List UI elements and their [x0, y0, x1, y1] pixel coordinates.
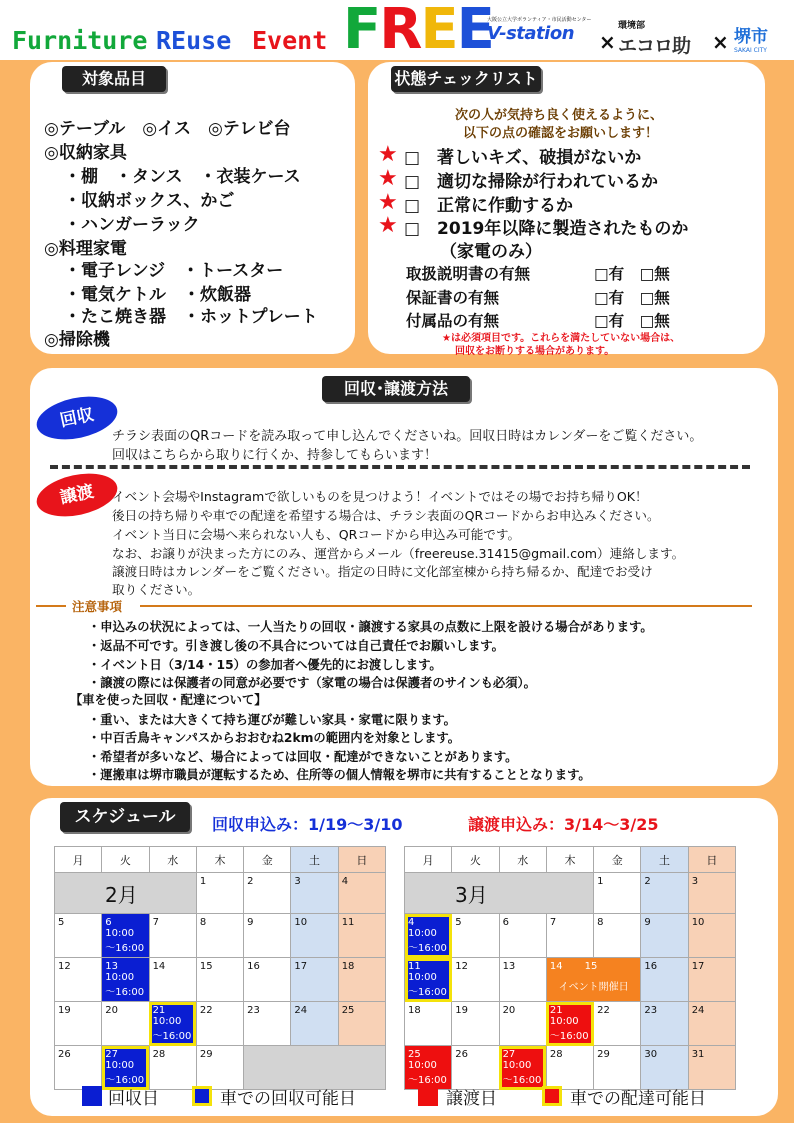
- weekday: 土: [291, 847, 338, 873]
- checklist-row-label: 保証書の有無: [406, 289, 500, 307]
- items-line: ・電気ケトル ・炊飯器: [64, 285, 251, 305]
- transfer-line: イベント当日に会場へ来られない人も、QRコードから申込み可能です。: [112, 527, 521, 542]
- star-icon: ★: [378, 142, 398, 167]
- checklist-row-options: □有 □無: [594, 289, 670, 307]
- weekday: 土: [641, 847, 688, 873]
- time-start: 10:00: [408, 1060, 437, 1071]
- calendar-day: 24: [688, 1002, 735, 1046]
- times-sign: ×: [599, 30, 616, 54]
- weekday: 水: [499, 847, 546, 873]
- calendar-february: [54, 846, 386, 1090]
- calendar-day: 24: [291, 1002, 338, 1046]
- notes-line: ・譲渡の際には保護者の同意が必要です（家電の場合は保護者のサインも必須）。: [88, 676, 536, 690]
- ecorosuke-logo: [618, 18, 710, 58]
- calendar-day: 11: [338, 914, 385, 958]
- calendar-empty: [244, 1046, 386, 1090]
- weekday: 金: [244, 847, 291, 873]
- calendar-day-car-collect: 27 10:00 ～16:00: [102, 1046, 149, 1090]
- event-day-label: イベント開催日: [558, 982, 629, 993]
- free-letter: R: [379, 0, 421, 62]
- checklist-row-label: 取扱説明書の有無: [406, 265, 531, 283]
- title-free: [343, 0, 493, 62]
- time-end: ～16:00: [152, 1031, 192, 1042]
- notes-rule-left: [36, 605, 66, 607]
- time-start: 10:00: [549, 1016, 579, 1027]
- legend-swatch-car-delivery: [542, 1086, 562, 1106]
- collect-period: 回収申込み：1/19～3/10: [212, 815, 403, 834]
- notes-line: ・申込みの状況によっては、一人当たりの回収・譲渡する家具の点数に上限を設ける場合があります。: [88, 620, 653, 634]
- items-line: ・ハンガーラック: [64, 215, 200, 235]
- weekday-row: [55, 847, 386, 873]
- calendar-day: 1: [196, 873, 243, 914]
- notes-line: ・イベント日（3/14・15）の参加者へ優先的にお渡しします。: [88, 658, 442, 672]
- calendar-day: 29: [594, 1046, 641, 1090]
- legend-swatch-car-collect: [192, 1086, 212, 1106]
- calendar-day: 4: [338, 873, 385, 914]
- items-line: ・収納ボックス、かご: [64, 191, 235, 211]
- header: [0, 0, 794, 60]
- legend-label: 譲渡日: [446, 1089, 497, 1109]
- items-title: 対象品目: [62, 66, 166, 92]
- calendar-day: 3: [688, 873, 735, 914]
- weekday: 日: [688, 847, 735, 873]
- star-icon: ★: [378, 190, 398, 215]
- dashed-divider: [50, 465, 750, 469]
- legend-swatch-collect: [82, 1086, 102, 1106]
- time-start: 10:00: [408, 972, 437, 983]
- checklist-title: 状態チェックリスト: [391, 66, 541, 92]
- calendar-day-car-delivery: 27 10:00 ～16:00: [499, 1046, 546, 1090]
- title-word-furniture: Furniture: [12, 26, 148, 55]
- checklist-intro: 以下の点の確認をお願いします！: [463, 126, 659, 141]
- time-start: 10:00: [105, 1060, 135, 1071]
- calendar-march: [404, 846, 736, 1090]
- sakai-city-logo-text: 堺市: [734, 27, 768, 47]
- weekday: 木: [546, 847, 593, 873]
- vstation-logo: [487, 16, 599, 44]
- time-end: ～16:00: [105, 943, 145, 954]
- calendar-day: 9: [244, 914, 291, 958]
- time-end: ～16:00: [549, 1031, 589, 1042]
- items-line: ・電子レンジ ・トースター: [64, 261, 284, 281]
- time-start: 10:00: [105, 972, 135, 983]
- time-start: 10:00: [105, 928, 135, 939]
- checklist-item: □ 適切な掃除が行われているか: [404, 172, 659, 192]
- weekday: 水: [149, 847, 196, 873]
- checklist-note: 回収をお断りする場合があります。: [455, 346, 615, 357]
- calendar-day-car-collect: 4 10:00 ～16:00: [405, 914, 452, 958]
- calendar-day: 12: [55, 958, 102, 1002]
- calendar-day: 10: [291, 914, 338, 958]
- times-sign: ×: [712, 30, 729, 54]
- weekday: 木: [196, 847, 243, 873]
- calendar-day: 17: [291, 958, 338, 1002]
- star-icon: ★: [378, 213, 398, 238]
- calendar-day: 5: [55, 914, 102, 958]
- car-title: 【車を使った回収・配達について】: [70, 693, 267, 707]
- calendar-day: 22: [594, 1002, 641, 1046]
- items-line: ◎テーブル ◎イス ◎テレビ台: [44, 119, 291, 139]
- calendar-day: 26: [452, 1046, 499, 1090]
- calendar-day: 7: [149, 914, 196, 958]
- calendar-day: 14: [149, 958, 196, 1002]
- weekday: 月: [55, 847, 102, 873]
- legend-swatch-transfer: [418, 1086, 438, 1106]
- star-icon: ★: [378, 166, 398, 191]
- calendar-day: 19: [452, 1002, 499, 1046]
- calendar-day: 3: [291, 873, 338, 914]
- calendar-day: 2: [641, 873, 688, 914]
- calendar-day: 6: [499, 914, 546, 958]
- time-end: ～16:00: [502, 1075, 542, 1086]
- checklist-item-note: （家電のみ）: [440, 242, 542, 262]
- calendar-day-transfer: 25 10:00 ～16:00: [405, 1046, 452, 1090]
- calendar-day: 28: [149, 1046, 196, 1090]
- method-title: 回収･譲渡方法: [322, 376, 470, 402]
- collect-line: 回収はこちらから取りに行くか、持参してもらいます！: [112, 448, 438, 463]
- transfer-label: 譲渡: [33, 467, 122, 523]
- calendar-day-car-collect: 21 10:00 ～16:00: [149, 1002, 196, 1046]
- calendar-day: 23: [641, 1002, 688, 1046]
- calendar-day: 23: [244, 1002, 291, 1046]
- transfer-line: 後日の持ち帰りや車での配達を希望する場合は、チラシ表面のQRコードからお申込みください。: [112, 508, 660, 523]
- calendar-day: 16: [244, 958, 291, 1002]
- checklist-note: ★は必須項目です。これらを満たしていない場合は、: [442, 333, 681, 344]
- transfer-line: イベント会場やInstagramで欲しいものを見つけよう！イベントではその場でお持ち帰りOK！: [112, 489, 648, 504]
- calendar-day: 18: [405, 1002, 452, 1046]
- items-line: ・たこ焼き器 ・ホットプレート: [64, 307, 318, 327]
- calendar-day-car-collect: 11 10:00 ～16:00: [405, 958, 452, 1002]
- car-line: ・重い、または大きくて持ち運びが難しい家具・家電に限ります。: [88, 713, 456, 727]
- schedule-title: スケジュール: [60, 802, 190, 832]
- legend-label: 回収日: [108, 1089, 159, 1109]
- checklist-row-label: 付属品の有無: [406, 312, 500, 330]
- checklist-row-options: □有 □無: [594, 265, 670, 283]
- collect-line: チラシ表面のQRコードを読み取って申し込んでくださいね。回収日時はカレンダーをご覧ください。: [112, 429, 703, 444]
- items-line: ・棚 ・タンス ・衣装ケース: [64, 167, 301, 187]
- calendar-day: 8: [196, 914, 243, 958]
- calendar-day: 16: [641, 958, 688, 1002]
- transfer-period: 譲渡申込み：3/14～3/25: [468, 815, 659, 834]
- calendar-day: 19: [55, 1002, 102, 1046]
- calendar-day-collect: 13 10:00 ～16:00: [102, 958, 149, 1002]
- items-line: ◎掃除機: [44, 330, 110, 350]
- time-end: ～16:00: [408, 943, 447, 954]
- time-start: 10:00: [152, 1016, 182, 1027]
- calendar-day: 20: [102, 1002, 149, 1046]
- ecorosuke-logo-subtitle: 環境部: [618, 21, 646, 31]
- legend-label: 車での回収可能日: [220, 1089, 356, 1109]
- checklist-item: □ 著しいキズ、破損がないか: [404, 148, 642, 168]
- checklist-intro: 次の人が気持ち良く使えるように、: [455, 108, 664, 123]
- calendar-day: 8: [594, 914, 641, 958]
- weekday: 火: [452, 847, 499, 873]
- notes-line: ・返品不可です。引き渡し後の不具合については自己責任でお願いします。: [88, 639, 504, 653]
- vstation-logo-subtitle: 大阪公立大学ボランティア・市民活動センター: [487, 17, 592, 23]
- weekday: 月: [405, 847, 452, 873]
- collect-label: 回収: [33, 390, 122, 446]
- calendar-day: 1: [594, 873, 641, 914]
- calendar-day: 15: [196, 958, 243, 1002]
- calendar-day: 18: [338, 958, 385, 1002]
- weekday-row: [405, 847, 736, 873]
- vstation-logo-text: V-station: [487, 23, 575, 44]
- checklist-item: □ 2019年以降に製造されたものか: [404, 219, 689, 239]
- checklist-item: □ 正常に作動するか: [404, 196, 574, 216]
- ecorosuke-logo-text: エコロ助: [618, 35, 691, 57]
- event-day-cell: 14 15 イベント開催日: [546, 958, 641, 1002]
- calendar-day: 17: [688, 958, 735, 1002]
- calendar-day: 22: [196, 1002, 243, 1046]
- calendar-day: 28: [546, 1046, 593, 1090]
- time-end: ～16:00: [408, 1075, 447, 1086]
- free-letter: E: [420, 0, 457, 62]
- calendar-day: 20: [499, 1002, 546, 1046]
- transfer-line: 譲渡日時はカレンダーをご覧ください。指定の日時に文化部室棟から持ち帰るか、配達でお受け: [112, 564, 653, 579]
- free-letter: F: [343, 0, 380, 62]
- time-end: ～16:00: [105, 1075, 145, 1086]
- calendar-day-car-delivery: 21 10:00 ～16:00: [546, 1002, 593, 1046]
- notes-title: 注意事項: [72, 599, 123, 614]
- month-label: 2月: [55, 873, 197, 914]
- legend-label: 車での配達可能日: [570, 1089, 706, 1109]
- car-line: ・中百舌鳥キャンパスからおおむね2kmの範囲内を対象とします。: [88, 731, 461, 745]
- calendar-day: 5: [452, 914, 499, 958]
- free-letter: E: [456, 0, 493, 62]
- items-line: ◎料理家電: [44, 239, 127, 259]
- checklist-row-options: □有 □無: [594, 312, 670, 330]
- transfer-line: なお、お譲りが決まった方にのみ、運営からメール（freereuse.31415@gmail.com）連絡します。: [112, 546, 685, 561]
- calendar-day: 26: [55, 1046, 102, 1090]
- notes-rule-right: [140, 605, 752, 607]
- calendar-day: 10: [688, 914, 735, 958]
- time-start: 10:00: [502, 1060, 532, 1071]
- transfer-line: 取りください。: [112, 582, 201, 597]
- calendar-day: 29: [196, 1046, 243, 1090]
- time-start: 10:00: [408, 928, 437, 939]
- title-word-reuse: REuse: [156, 26, 232, 55]
- calendar-day: 31: [688, 1046, 735, 1090]
- time-end: ～16:00: [105, 987, 145, 998]
- calendar-day: 25: [338, 1002, 385, 1046]
- car-line: ・希望者が多いなど、場合によっては回収・配達ができないことがあります。: [88, 750, 518, 764]
- calendar-day: 2: [244, 873, 291, 914]
- time-end: ～16:00: [408, 987, 447, 998]
- weekday: 日: [338, 847, 385, 873]
- weekday: 火: [102, 847, 149, 873]
- sakai-city-logo-subtitle: SAKAI CITY: [734, 47, 767, 54]
- calendar-day: 9: [641, 914, 688, 958]
- month-label: 3月: [405, 873, 594, 914]
- calendar-day: 30: [641, 1046, 688, 1090]
- calendar-day: 7: [546, 914, 593, 958]
- calendar-day: 12: [452, 958, 499, 1002]
- items-line: ◎収納家具: [44, 143, 127, 163]
- calendar-day: 13: [499, 958, 546, 1002]
- calendar-day-collect: 6 10:00 ～16:00: [102, 914, 149, 958]
- sakai-city-logo: [734, 22, 792, 54]
- car-line: ・運搬車は堺市職員が運転するため、住所等の個人情報を堺市に共有することとなります。: [88, 768, 591, 782]
- title-word-event: Event: [252, 26, 328, 55]
- weekday: 金: [594, 847, 641, 873]
